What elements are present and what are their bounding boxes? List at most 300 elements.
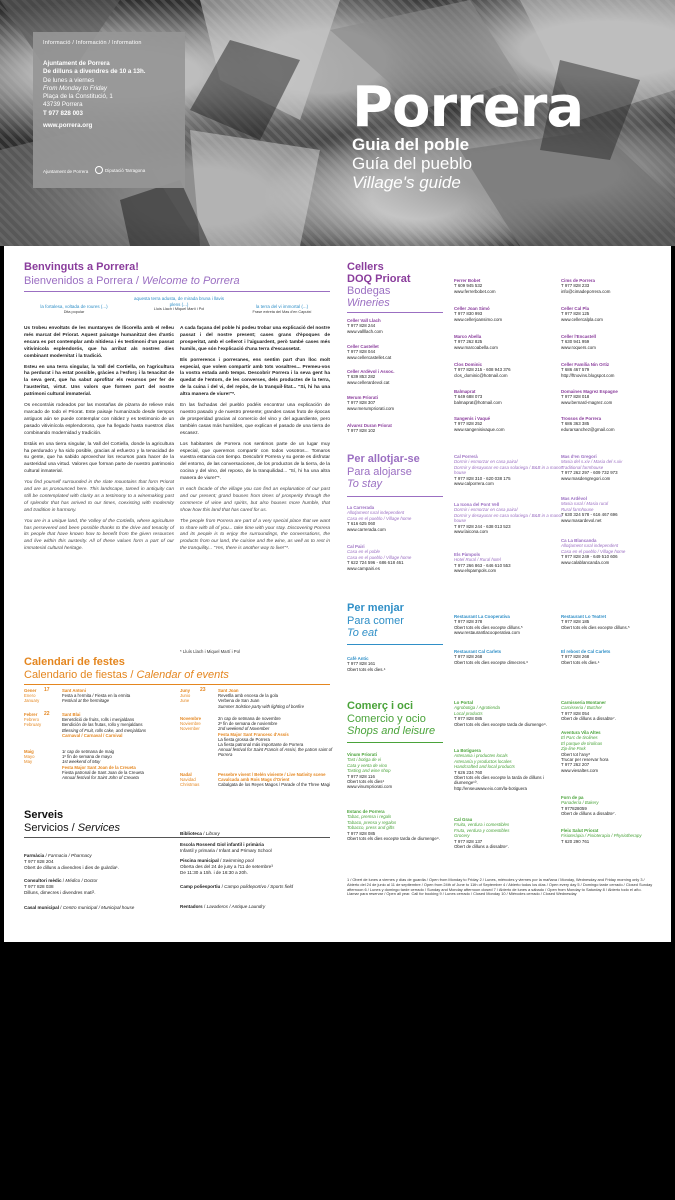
- entry-detail: T 630 324 578 - 616 467 696: [561, 512, 618, 518]
- cellers-doq: DOQ Priorat: [347, 273, 411, 285]
- directory-entry: [561, 730, 673, 773]
- service-item: [180, 858, 330, 875]
- eat-heading: Per menjar: [347, 602, 404, 614]
- service-title: Consultori mèdic / Médico / Doctor: [24, 878, 98, 883]
- entry-type: Masia del s.xiv / Masia del s.xiv: [561, 459, 623, 465]
- service-name: Farmàcia: [24, 853, 45, 858]
- service-sub: Centro municipal / Municipal house: [62, 905, 135, 910]
- entry-name: Cal Grau: [454, 817, 473, 822]
- service-title: Rentadors / Lavaderos / Antique Laundry: [180, 904, 266, 909]
- service-name: Consultori mèdic: [24, 878, 62, 883]
- diputacio-logo: [95, 166, 145, 174]
- entry-detail: T 977 266 863 - 646 610 553: [454, 562, 511, 568]
- paragraph: Os encontráis rodeados por las montañas de pizarra de relieve más marcado de todo el Priorat. Este paisaje humanizado desde tiempos antiguos aún se puede contemplar con nitidez y es testimonio de un pasado vitivinícola esplendoroso, que ha llegado hasta nuestros días combinando modernidad y tradición.: [24, 403, 174, 436]
- paragraph: En las fachadas del pueblo podéis encontrar una explicación de nuestro pasado y de nuestro presente; grandes casas fruto de épocas de prosperidad gracias al comercio del vino y del aguardiente, pero también casas más humildes, que explican el pasado de una tierra de escasez.: [180, 403, 330, 436]
- service-item: [24, 853, 174, 870]
- entry-name: Vinum Priorati: [347, 752, 377, 757]
- calendar-day: 23: [200, 687, 206, 693]
- month-name: Navidad: [180, 777, 196, 783]
- directory-entry: [347, 395, 459, 411]
- quote-text: la terra del vi immortal (...): [255, 304, 309, 309]
- quote-1: [24, 304, 124, 315]
- service-detail: Obert de dilluns a divendres i dies de guàrdia¹.: [24, 864, 119, 870]
- entry-type: Artesanía y productos locales: [454, 758, 512, 764]
- entry-name: Fleix Salut Priorat: [561, 828, 599, 833]
- welcome-footnote: * Lluís Llach i Miquel Martí i Pol: [180, 649, 240, 654]
- paragraph: Esteu en una terra singular, la Vall del Cortiella, on l'agricultura ha perdurat i ha estat possible, gràcies a l'esforç i la tenacitat de la seva gent, que ha sabut aprofitar els recursos per fer de l'austeritat, virtut. Uns valors que formen part del nostre patrimoni cultural immaterial.: [24, 364, 174, 398]
- calendar-event: [62, 688, 182, 704]
- entry-name: La Botiguera: [454, 748, 481, 753]
- welcome-col-2: [180, 326, 330, 553]
- directory-entry: [347, 752, 459, 790]
- event-line: 2n cap de setmana de novembre: [218, 716, 281, 721]
- directory-entry: [347, 344, 459, 360]
- entry-detail: T 977 828 310 - 620 038 175: [454, 475, 511, 481]
- directory-entry: [561, 649, 673, 665]
- month-name: June: [180, 698, 190, 704]
- entry-type: Traditional farmhouse: [561, 464, 604, 470]
- entry-detail[interactable]: www.bernard-magrez.com: [561, 399, 613, 405]
- service-name: Escola Rossend Giol infantil i primària: [180, 842, 264, 847]
- event-line: Festa Major Sant Joan de la Creueta: [62, 764, 136, 770]
- paragraph: Los habitantes de Porrera nos sentimos parte de un lugar muy especial, que queremos compartir con todos vosotros... Tomaros vuestra estancia con tiempo. Descubrir Porrera y su gente es disfrutar del entorno, de las conversaciones, de los productos de la tierra, de la cocina y del vino, del reposo, de la tranquilidad... "Sí, hi ha una altra manera de viure!"*.: [180, 441, 330, 482]
- info-line: From Monday to Friday: [43, 84, 107, 92]
- eat-subheading: [347, 615, 404, 639]
- entry-type: Local products: [454, 710, 483, 716]
- entry-detail: T 977 828 185: [561, 619, 590, 625]
- entry-detail[interactable]: www.cellerardevol.cat: [347, 379, 390, 385]
- directory-entry: [454, 454, 566, 486]
- entry-name: Estanc de Porrera: [347, 809, 385, 814]
- page-title: Porrera: [352, 75, 584, 140]
- entry-detail[interactable]: edurarsanchez@gmail.com: [561, 426, 615, 432]
- entry-name: Celler Cal Pla: [561, 306, 590, 311]
- event-line: Bendición de las frutas, rollo y menjaldans: [62, 722, 143, 728]
- directory-entry: [561, 828, 673, 844]
- calendar-event: [62, 749, 182, 780]
- directory-entry: [347, 369, 459, 385]
- entry-detail: T 977 828 018: [561, 394, 590, 400]
- entry-detail: T 626 234 760: [454, 769, 483, 775]
- directory-entry: [561, 389, 673, 405]
- entry-name: Aventura Vila Altes: [561, 730, 601, 735]
- entry-detail[interactable]: balmaprat@hotmail.com: [454, 399, 502, 405]
- entry-detail[interactable]: www.elspampols.com: [454, 568, 497, 574]
- entry-detail[interactable]: www.sangenisivaque.com: [454, 426, 505, 432]
- event-line: 1º fin de semana de mayo: [62, 754, 112, 760]
- entry-detail[interactable]: www.carrerada.com: [347, 526, 386, 532]
- info-phone: T 977 828 003: [43, 109, 83, 117]
- calendar-event: [218, 688, 338, 709]
- entry-type: Allotjament rural independent: [347, 510, 405, 516]
- month-name: Maig: [24, 749, 34, 754]
- entry-type: Rural farmhouse: [561, 506, 594, 512]
- entry-type: Carnisseria / Butcher: [561, 705, 602, 711]
- cellers-title: Cellers: [347, 261, 384, 273]
- paragraph: In each facade of the village you can find an explanation of our past and our present; grand houses from times of prosperity through the commerce of wine and spirits, but also houses more humble, that show how this land that has cared for us.: [180, 487, 330, 513]
- directory-entry: [454, 614, 566, 636]
- seal-icon: [95, 166, 103, 174]
- calendar-month: [24, 688, 39, 704]
- service-detail: T 977 828 038: [24, 883, 54, 889]
- entry-detail[interactable]: clos_dominic@hotmail.com: [454, 372, 508, 378]
- entry-detail: T 977 828 102: [347, 428, 376, 434]
- entry-name: Cafè Antic: [347, 656, 369, 661]
- service-name: Casal municipal: [24, 905, 59, 910]
- entry-detail[interactable]: www.ferrerbobet.com: [454, 288, 496, 294]
- event-line: La fiesta patronal más importante de Porrera: [218, 742, 304, 748]
- entry-name: Celler Castellet: [347, 344, 379, 349]
- entry-detail: T 977 828 215 - 608 943 376: [454, 367, 511, 373]
- entry-detail[interactable]: www.vallllach.com: [347, 328, 383, 334]
- month-name: Juny: [180, 688, 191, 693]
- service-item: [180, 842, 330, 854]
- welcome-subheading: Bienvenidos a Porrera / Welcome to Porrera: [24, 275, 240, 287]
- directory-entry: [454, 362, 566, 378]
- event-line: Revetlla amb encesa de la gola: [218, 693, 278, 699]
- entry-detail[interactable]: www.cellercastellet.cat: [347, 354, 392, 360]
- entry-type: Tasting and wine shop: [347, 768, 391, 774]
- entry-detail[interactable]: http://ftnovins.blogspot.com: [561, 372, 615, 378]
- month-name: Novembre: [180, 716, 202, 721]
- entry-detail: Obert tots els dies excepte dilluns.⁵: [561, 624, 630, 630]
- calendar-heading: Calendari de festes: [24, 656, 125, 668]
- entry-detail: T 977 262 297 - 609 732 973: [561, 470, 618, 476]
- entry-detail[interactable]: www.roquers.com: [561, 344, 596, 350]
- entry-name: Sangenís i Vaqué: [454, 416, 491, 421]
- entry-name: Els Pàmpols: [454, 552, 481, 557]
- directory-entry: [454, 306, 566, 322]
- directory-entry: [347, 318, 459, 334]
- service-detail: De 11:30 a 15h. i de 16:30 a 20h.: [180, 869, 248, 875]
- welcome-col-1: [24, 326, 174, 553]
- entry-name: Forn de pa: [561, 795, 584, 800]
- entry-detail[interactable]: http://enseuwww.eix.com/la-botiguera: [454, 785, 527, 791]
- entry-detail: T 977 828 125: [561, 311, 590, 317]
- paragraph: The people from Porrera are part of a very special place that we want to share with all of you... take time with your stay. Discovering Porrera and its people is to enjoy the surroundings, the conversations, the products from our land, the cuisine and the wine, as well as to rest in the tranquility... "Yes, there is another way to live!"*.: [180, 518, 330, 552]
- event-line: Festival at the hermitage: [62, 698, 110, 704]
- directory-entry: [454, 416, 566, 432]
- month-name: Febrero: [24, 717, 40, 723]
- directory-entry: [561, 362, 673, 378]
- month-name: January: [24, 698, 40, 704]
- paragraph: Els porrerencs i porreranes, ens sentim part d'un lloc molt especial, que volem compartir amb tots vosaltres... Premeu-vos la vostra estada amb temps. Descobrir Porrera i la seva gent ha quedat de l'entorn, de les converses, dels productes de la terra, de la cuina i del vi, del repòs, de la tranquil·litat... "Sí, hi ha una altra manera de viure!"*.: [180, 357, 330, 398]
- event-line: Festa Major Sant Francesc d'Assís: [218, 731, 289, 737]
- entry-type: Dormir i esmorzar en casa pairal: [454, 459, 518, 465]
- info-box: [33, 32, 185, 188]
- entry-type: Tobacco, press and gifts: [347, 825, 395, 831]
- directory-entry: [454, 502, 566, 534]
- subtitle-en: Village's guide: [352, 173, 461, 192]
- eat-sub-en: To eat: [347, 627, 378, 639]
- entry-detail[interactable]: www.laicona.com: [454, 529, 488, 535]
- entry-name: Carnisseria Montaner: [561, 700, 606, 705]
- calendar-day: 17: [44, 687, 50, 693]
- welcome-sub-en: Welcome to Porrera: [142, 275, 240, 287]
- entry-detail[interactable]: www.calablancanda.com: [561, 559, 610, 565]
- entry-name: Restaurant La Cooperativa: [454, 614, 510, 619]
- calendar-sub-en: Calendar of events: [136, 669, 229, 681]
- entry-detail[interactable]: www.calporrera.com: [454, 481, 494, 487]
- entry-detail: T 977 828 233: [561, 283, 590, 289]
- entry-type: Tast i botiga de vi: [347, 757, 382, 763]
- entry-detail[interactable]: www.vinumpriorati.com: [347, 784, 393, 790]
- event-line: 1r cap de setmana de maig: [62, 749, 115, 754]
- event-line: 1st weekend of May: [62, 759, 101, 765]
- service-title: Piscina municipal / Swimming pool: [180, 858, 254, 863]
- shops-sub-es: Comercio y ocio: [347, 713, 426, 725]
- shops-subheading: [347, 713, 435, 737]
- directory-entry: [561, 538, 673, 565]
- event-line: Fiesta patronal de Sant Joan de la Creueta: [62, 769, 144, 775]
- entry-name: La Icona del Pont Vell: [454, 502, 500, 507]
- entry-type: Artesania i productes locals: [454, 753, 508, 759]
- entry-detail: T 977 262 825: [454, 339, 483, 345]
- entry-detail: T 977 828 307: [347, 400, 376, 406]
- directory-entry: [561, 700, 673, 722]
- entry-name: Celler l'Encastell: [561, 334, 596, 339]
- info-website[interactable]: www.porrera.org: [43, 122, 93, 130]
- event-line: 2º fin de semana de noviembre: [218, 721, 278, 727]
- service-sub: Médico / Doctor: [65, 878, 98, 883]
- entry-detail: T 609 945 532: [454, 283, 483, 289]
- diputacio-label: Diputació Tarragona: [105, 167, 146, 173]
- month-name: May: [24, 759, 33, 765]
- entry-detail[interactable]: www.restaurantlacooperativa.com: [454, 630, 520, 636]
- entry-detail: T 620 290 761: [561, 838, 590, 844]
- shops-sub-en: Shops and leisure: [347, 725, 436, 737]
- paragraph: You are in a unique land, the Valley of the Cortiella, where agriculture has persevered and been possible thanks to the drive and tenacity of its people that have known how to benefit from the given resources and live within this austerity. All of these values form a part of our immaterial cultural heritage.: [24, 518, 174, 552]
- event-line: La fiesta grossa de Porrera: [218, 736, 270, 742]
- stay-sub-en: To stay: [347, 478, 383, 490]
- divider: [347, 644, 443, 645]
- entry-detail[interactable]: www.campairi.es: [347, 565, 380, 571]
- eat-sub-es: Para comer: [347, 615, 404, 627]
- event-line: Cabalgata de los Reyes Magos / Parade of the Three Magi: [218, 782, 330, 788]
- service-detail: Dilluns, dimecres i divendres matí².: [24, 889, 96, 895]
- subtitle-es: Guía del pueblo: [352, 154, 473, 173]
- directory-entry: [347, 544, 459, 571]
- event-line: Cavalcada amb Rois Mags d'Orient: [218, 777, 290, 783]
- event-line: Annual festival for Saint John of Creueta: [62, 775, 139, 781]
- entry-detail: Obert de dilluns a dissabte⁷.: [454, 844, 509, 850]
- directory-entry: [561, 278, 673, 294]
- entry-detail: T 977 828 054: [561, 710, 590, 716]
- entry-name: Celler Joan Simó: [454, 306, 490, 311]
- calendar-day: 22: [44, 711, 50, 717]
- entry-detail: T 977 828 085: [454, 716, 483, 722]
- entry-type: Casa en el pueblo / Village home: [561, 548, 626, 554]
- entry-name: Lo Portal: [454, 700, 474, 705]
- service-detail: T 977 828 204: [24, 858, 54, 864]
- entry-type: El Parc de tirolines: [561, 735, 598, 741]
- entry-name: Cal Porrerà: [454, 454, 478, 459]
- entry-name: Cal Pairi: [347, 544, 365, 549]
- entry-type: Fisioteràpia / Fisioterapia / Physiotherapy: [561, 833, 642, 839]
- info-line: De dilluns a divendres de 10 a 13h.: [43, 68, 146, 76]
- event-line: Summer Solstice party with lighting of bonfire: [218, 703, 304, 709]
- directory-entry: [454, 389, 566, 405]
- entry-type: Hotel Rural / Rural hotel: [454, 557, 501, 563]
- entry-detail: Obert de dilluns a dissabte⁷.: [561, 811, 616, 817]
- paragraph: You find yourself surrounded in the slate mountains that form Priorat and are as pronounced here. This landscape, tamed in antiquity can still be contemplated with clarity as a testimony to a winemaking past of splendor that has arrived to our times, coexisting with modernity and tradition in harmony.: [24, 480, 174, 513]
- entry-detail[interactable]: www.masdengregori.com: [561, 475, 611, 481]
- service-sub: Swimming pool: [222, 858, 254, 863]
- entry-detail: Obert de dilluns a dissabte⁷.: [561, 716, 616, 722]
- service-item: [24, 905, 174, 911]
- entry-name: Balmaprat: [454, 389, 476, 394]
- entry-detail: T 622 724 596 - 686 618 461: [347, 560, 404, 566]
- month-name: Enero: [24, 693, 36, 699]
- month-name: Nadal: [180, 772, 192, 777]
- directory-entry: [561, 795, 673, 817]
- divider: [24, 684, 330, 685]
- entry-name: Ferrer Bobet: [454, 278, 481, 283]
- month-name: Mayo: [24, 754, 35, 760]
- entry-type: Zip-line Park: [561, 746, 586, 752]
- directory-entry: [454, 748, 566, 791]
- service-title: Biblioteca / Library: [180, 831, 220, 836]
- entry-name: Cims de Porrera: [561, 278, 595, 283]
- subtitle-ca: Guia del poble: [352, 135, 470, 154]
- directory-entry: [347, 505, 459, 532]
- directory-entry: [454, 700, 566, 727]
- event-line: 2nd weekend of November: [218, 726, 270, 732]
- entry-type: Tabac, premsa i regals: [347, 814, 392, 820]
- entry-detail: T 977 828 249 - 649 510 606: [561, 554, 618, 560]
- entry-name: Celler Vall Llach: [347, 318, 381, 323]
- calendar-event: [62, 712, 182, 738]
- event-line: Beneïdició de fruits, rolls i menjaldans: [62, 717, 135, 723]
- entry-detail[interactable]: www.masardevol.net: [561, 517, 602, 523]
- entry-detail: T 977 828 268: [561, 654, 590, 660]
- directory-entry: [347, 809, 459, 841]
- entry-name: Clos Dominic: [454, 362, 483, 367]
- service-title: Casal municipal / Centro municipal / Municipal house: [24, 905, 135, 910]
- entry-detail: T 977 828 244 - 638 013 523: [454, 523, 511, 529]
- directory-entry: [561, 454, 673, 481]
- entry-type: Dormir i esmorzar en casa pairal: [454, 507, 518, 513]
- entry-type: Allotjament rural independent: [561, 543, 619, 549]
- service-name: Biblioteca: [180, 831, 202, 836]
- info-line: Ajuntament de Porrera: [43, 60, 110, 67]
- entry-detail: T 977 828 044: [347, 349, 376, 355]
- entry-detail[interactable]: info@cimadeporrera.com: [561, 288, 611, 294]
- entry-detail[interactable]: www.cellerjoansimo.com: [454, 316, 503, 322]
- quote-credit: Lluís Llach i Miquel Martí i Pol: [153, 307, 205, 312]
- info-label: Informació / Información / Information: [43, 40, 142, 46]
- event-line: Carnaval / Carnaval / Carnival: [62, 732, 123, 738]
- service-title: Camp poliesportiu / Campo polideportivo / Sports field: [180, 884, 294, 889]
- service-sub: Lavaderos / Antique Laundry: [206, 904, 266, 909]
- directory-entry: [347, 423, 459, 434]
- entry-detail: T 686 363 385: [561, 421, 590, 427]
- service-name: Camp poliesportiu: [180, 884, 221, 889]
- service-title: Farmàcia / Farmacia / Pharmacy: [24, 853, 92, 858]
- directory-entry: [454, 334, 566, 350]
- directory-entry: [561, 496, 673, 523]
- entry-name: Celler Ardèvol i Assoc.: [347, 369, 395, 374]
- entry-detail: T 686 467 579: [561, 367, 590, 373]
- entry-type: Cata y venta de vino: [347, 762, 388, 768]
- entry-detail: T 630 941 959: [561, 339, 590, 345]
- calendar-sub-es: Calendario de fiestas: [24, 669, 128, 681]
- entry-detail: Obert tots els dies excepte la tarda de dilluns i diumenge¹⁰.: [454, 775, 544, 786]
- welcome-heading: Benvinguts a Porrera!: [24, 261, 139, 273]
- quote-3: [232, 304, 332, 315]
- directory-entry: [454, 552, 566, 574]
- info-line: De lunes a viernes: [43, 76, 95, 84]
- divider: [347, 496, 443, 497]
- entry-detail[interactable]: www.merumpriorati.com: [347, 405, 395, 411]
- entry-detail: T 977 828 161: [347, 661, 376, 667]
- quote-text: aquesta terra adusta, de mirada bruna i llavis plens (...): [133, 296, 225, 307]
- stay-heading: Per allotjar-se: [347, 453, 420, 465]
- shops-heading: Comerç i oci: [347, 700, 414, 712]
- entry-detail[interactable]: www.cellercalpla.com: [561, 316, 603, 322]
- cellers-sub-en: Wineries: [347, 297, 390, 309]
- divider: [347, 742, 443, 743]
- service-item: [180, 904, 330, 910]
- paragraph: A cada façana del poble hi podeu trobar una explicació del nostre passat i del nostre present; cases grans d'èpoques de prosperitat, amb el cellerot i l'aiguardent, però també cases més humils, que són l'explicació d'una terra d'escassetat.: [180, 326, 330, 352]
- service-name: Piscina municipal: [180, 858, 219, 863]
- directory-entry: [454, 649, 566, 665]
- entry-detail: Trucar per reservar hora: [561, 757, 609, 763]
- month-name: Christmas: [180, 782, 200, 788]
- entry-detail: T 639 853 282: [347, 374, 376, 380]
- directory-entry: [347, 656, 459, 672]
- entry-name: Alvarez Duran Priorat: [347, 423, 392, 428]
- month-name: Gener: [24, 688, 37, 693]
- month-name: Febrer: [24, 712, 38, 717]
- paragraph: Estáis en una tierra singular, la Vall del Cortiella, donde la agricultura ha perdurado y ha sido posible, gracias al esfuerzo y la tenacidad de su gente, que ha sabido aprovechar los recursos para hacer de la austeridad una virtud. Valores que forman parte de nuestro patrimonio cultural inmaterial.: [24, 441, 174, 475]
- service-item: [24, 878, 174, 895]
- entry-name: Marco Abella: [454, 334, 482, 339]
- entry-name: Restaurant Cal Carlets: [454, 649, 502, 654]
- service-name: Rentadors: [180, 904, 203, 909]
- service-item: [180, 884, 330, 890]
- quote-text: la fortalesa, voltada de roures (...): [40, 304, 108, 309]
- entry-detail: T 977 262 207: [561, 762, 590, 768]
- entry-detail: T 977 828 268: [454, 654, 483, 660]
- entry-name: Merum Priorati: [347, 395, 378, 400]
- hero-banner: [0, 0, 675, 246]
- entry-detail: T 649 688 073: [454, 394, 483, 400]
- services-sub-en: Services: [77, 822, 120, 834]
- directory-entry: [561, 306, 673, 322]
- entry-detail[interactable]: www.viesaltes.com: [561, 767, 599, 773]
- entry-type: Casa en el poble: [347, 549, 380, 555]
- paragraph: Us trobeu envoltats de les muntanyes de llicorella amb el relleu més marcat del Priorat. Aquest paisatge humanitzat des d'antic encara es pot contemplar amb nitidesa i és testimoni d'un passat vitivinícola esplendorós, que ha arribat als nostres dies combinant modernitat i la tradició.: [24, 326, 174, 359]
- entry-detail: Obert tots els dies excepte dimecres.⁶: [454, 659, 529, 665]
- cellers-subheading: [347, 285, 390, 309]
- entry-name: El rebost de Cal Carlets: [561, 649, 611, 654]
- info-line: 43739 Porrera: [43, 101, 83, 109]
- entry-detail[interactable]: www.marcoabella.com: [454, 344, 498, 350]
- entry-detail: Obert tots els dies excepte tarda de diumenge⁹.: [454, 721, 547, 727]
- service-sub: Farmacia / Pharmacy: [48, 853, 92, 858]
- entry-detail: T 977 828 137: [454, 838, 483, 844]
- quote-credit: Frase extreta del Mas d'en Caputxí: [252, 309, 312, 314]
- entry-name: Trossos de Porrera: [561, 416, 602, 421]
- entry-type: Agrobotiga / Agrotienda: [454, 705, 500, 711]
- entry-detail: Obert tots els dies.⁴: [347, 666, 386, 672]
- event-line: Blessing of Fruit, rolls cake, and menjaldans: [62, 727, 147, 733]
- calendar-month: [180, 716, 201, 732]
- directory-entry: [454, 278, 566, 294]
- entry-name: Mas Ardèvol: [561, 496, 587, 501]
- quote-credit: Dita popular: [63, 309, 85, 314]
